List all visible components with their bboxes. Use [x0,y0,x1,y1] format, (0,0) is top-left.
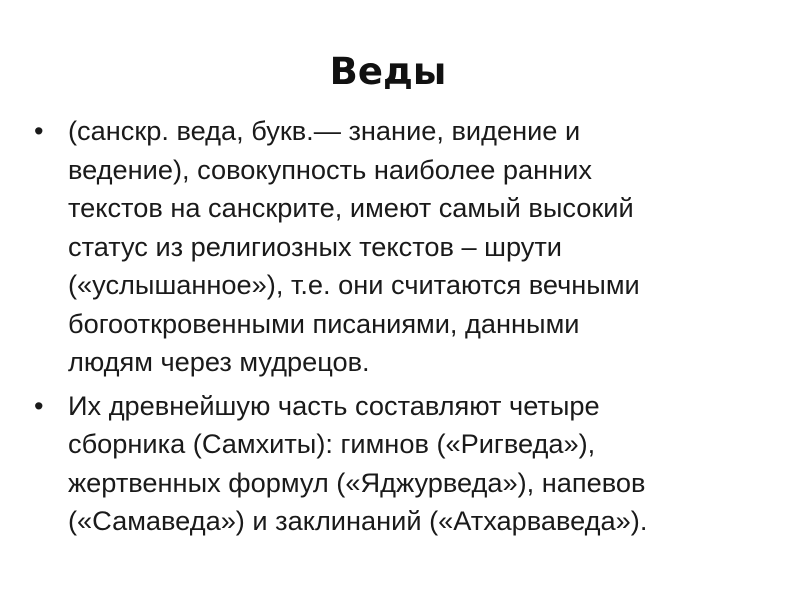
bullet-marker: • [34,115,44,146]
text-line: сборника (Самхиты): гимнов («Ригведа»), [68,428,596,459]
text-line: («услышанное»), т.е. они считаются вечными [68,269,640,300]
text-line: ведение), совокупность наиболее ранних [68,153,592,185]
bullet-list [30,112,760,546]
text-line: Их древнейшую часть составляют четыре [68,389,600,421]
text-line: («Самаведа») и заклинаний («Атхарваведа»). [68,505,648,536]
text-line: статус из религиозных текстов – шрути [68,230,562,262]
bullet-item-samhitas [30,387,760,541]
text-line: жертвенных формул («Яджурведа»), напевов [68,466,646,498]
bullet-item-vedas-definition [30,112,760,382]
text-line: богооткровенными писаниями, данными [68,307,580,339]
text-line: текстов на санскрите, имеют самый высокий [68,192,634,223]
bullet-marker: • [34,389,44,421]
text-line: людям через мудрецов. [68,346,370,377]
text-line: (санскр. веда, букв.— знание, видение и [68,115,581,146]
slide-title: Веды [329,50,447,93]
